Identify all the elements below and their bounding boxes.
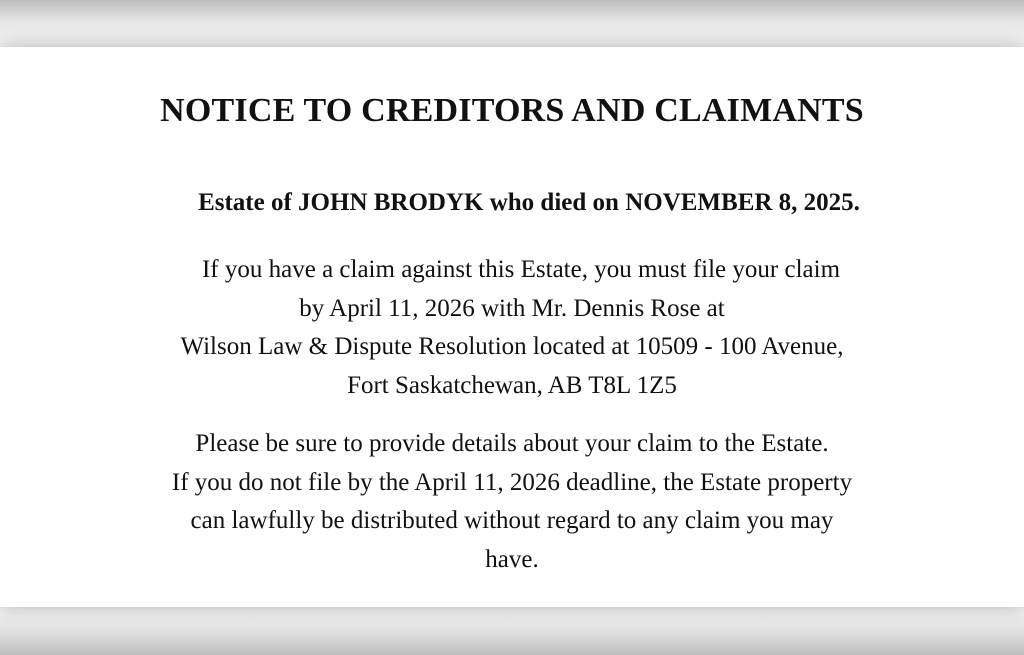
claim-paragraph: [0, 251, 1024, 405]
notice-card: [0, 47, 1024, 607]
notice-title: NOTICE TO CREDITORS AND CLAIMANTS: [160, 92, 864, 129]
claim-line: Fort Saskatchewan, AB T8L 1Z5: [347, 371, 677, 399]
details-line: If you do not file by the April 11, 2026 deadline, the Estate property: [171, 468, 853, 496]
details-paragraph: [0, 425, 1024, 579]
estate-line: Estate of JOHN BRODYK who died on NOVEMBER 8, 2025.: [198, 189, 860, 216]
details-line: can lawfully be distributed without regard to any claim you may: [190, 507, 834, 534]
claim-line: by April 11, 2026 with Mr. Dennis Rose at: [299, 294, 725, 322]
claim-line: If you have a claim against this Estate, you must file your claim: [201, 256, 841, 283]
details-line: have.: [485, 545, 539, 573]
claim-line: Wilson Law & Dispute Resolution located at 10509 - 100 Avenue,: [180, 333, 844, 360]
details-line: Please be sure to provide details about your claim to the Estate.: [195, 430, 829, 457]
